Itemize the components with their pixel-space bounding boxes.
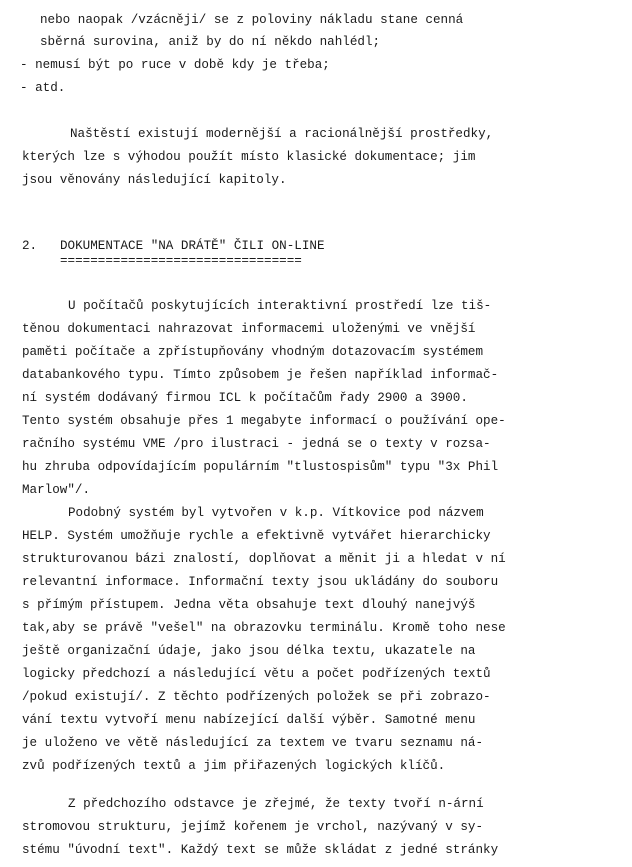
paragraph-2-line: zvů podřízených textů a jim přiřazených logických klíčů.	[22, 759, 446, 773]
paragraph-2-line: ještě organizační údaje, jako jsou délka textu, ukazatele na	[22, 644, 476, 658]
paragraph-2-line: relevantní informace. Informační texty jsou ukládány do souboru	[22, 575, 499, 589]
paragraph-2-line: Podobný systém byl vytvořen v k.p. Vítkovice pod názvem	[68, 506, 484, 520]
intro-paragraph-line-2: kterých lze s výhodou použít místo klasické dokumentace; jim	[22, 150, 476, 164]
paragraph-1-line: U počítačů poskytujících interaktivní prostředí lze tiš-	[68, 299, 492, 313]
paragraph-2-line: /pokud existují/. Z těchto podřízených položek se při zobrazo-	[22, 690, 491, 704]
paragraph-2-line: s přímým přístupem. Jedna věta obsahuje text dlouhý nanejvýš	[22, 598, 476, 612]
paragraph-1-line: hu zhruba odpovídajícím populárním "tlustospisům" typu "3x Phil	[22, 460, 499, 474]
list-item-1: - nemusí být po ruce v době kdy je třeba;	[20, 58, 330, 72]
paragraph-2-line: vání textu vytvoří menu nabízející další výběr. Samotné menu	[22, 713, 476, 727]
paragraph-1-line: Marlow"/.	[22, 483, 91, 497]
paragraph-2-line: strukturovanou bázi znalostí, doplňovat a měnit ji a hledat v ní	[22, 552, 506, 566]
paragraph-1-line: ní systém dodávaný firmou ICL k počítačům řady 2900 a 3900.	[22, 391, 468, 405]
paragraph-1-line: paměti počítače a zpřístupňovány vhodným dotazovacím systémem	[22, 345, 484, 359]
paragraph-1-line: databankového typu. Tímto způsobem je řešen například informač-	[22, 368, 499, 382]
list-continuation-line-2: sběrná surovina, aniž by do ní někdo nahlédl;	[40, 35, 381, 49]
paragraph-3-line: stromovou strukturu, jejímž kořenem je vrchol, nazývaný v sy-	[22, 820, 484, 834]
list-item-2: - atd.	[20, 81, 66, 95]
paragraph-2-line: logicky předchozí a následující větu a počet podřízených textů	[22, 667, 491, 681]
paragraph-3-line: Z předchozího odstavce je zřejmé, že texty tvoří n-ární	[68, 797, 484, 811]
paragraph-3-line: stému "úvodní text". Každý text se může skládat z jedné stránky	[22, 843, 499, 857]
intro-paragraph-line-1: Naštěstí existují modernější a racionálnější prostředky,	[70, 127, 494, 141]
paragraph-1-line: račního systému VME /pro ilustraci - jedná se o texty v rozsa-	[22, 437, 491, 451]
intro-paragraph-line-3: jsou věnovány následující kapitoly.	[22, 173, 287, 187]
paragraph-1-line: Tento systém obsahuje přes 1 megabyte informací o používání ope-	[22, 414, 506, 428]
paragraph-2-line: HELP. Systém umožňuje rychle a efektivně vytvářet hierarchicky	[22, 529, 491, 543]
paragraph-1-line: těnou dokumentaci nahrazovat informacemi uloženými ve vnější	[22, 322, 476, 336]
list-continuation-line-1: nebo naopak /vzácněji/ se z poloviny nákladu stane cenná	[40, 13, 464, 27]
section-title-underline: ================================	[60, 257, 302, 265]
section-title: DOKUMENTACE "NA DRÁTĚ" ČILI ON-LINE	[60, 239, 325, 253]
paragraph-2-line: tak,aby se právě "vešel" na obrazovku terminálu. Kromě toho nese	[22, 621, 506, 635]
section-number: 2.	[22, 239, 38, 253]
paragraph-2-line: je uloženo ve větě následující za textem ve tvaru seznamu ná-	[22, 736, 484, 750]
